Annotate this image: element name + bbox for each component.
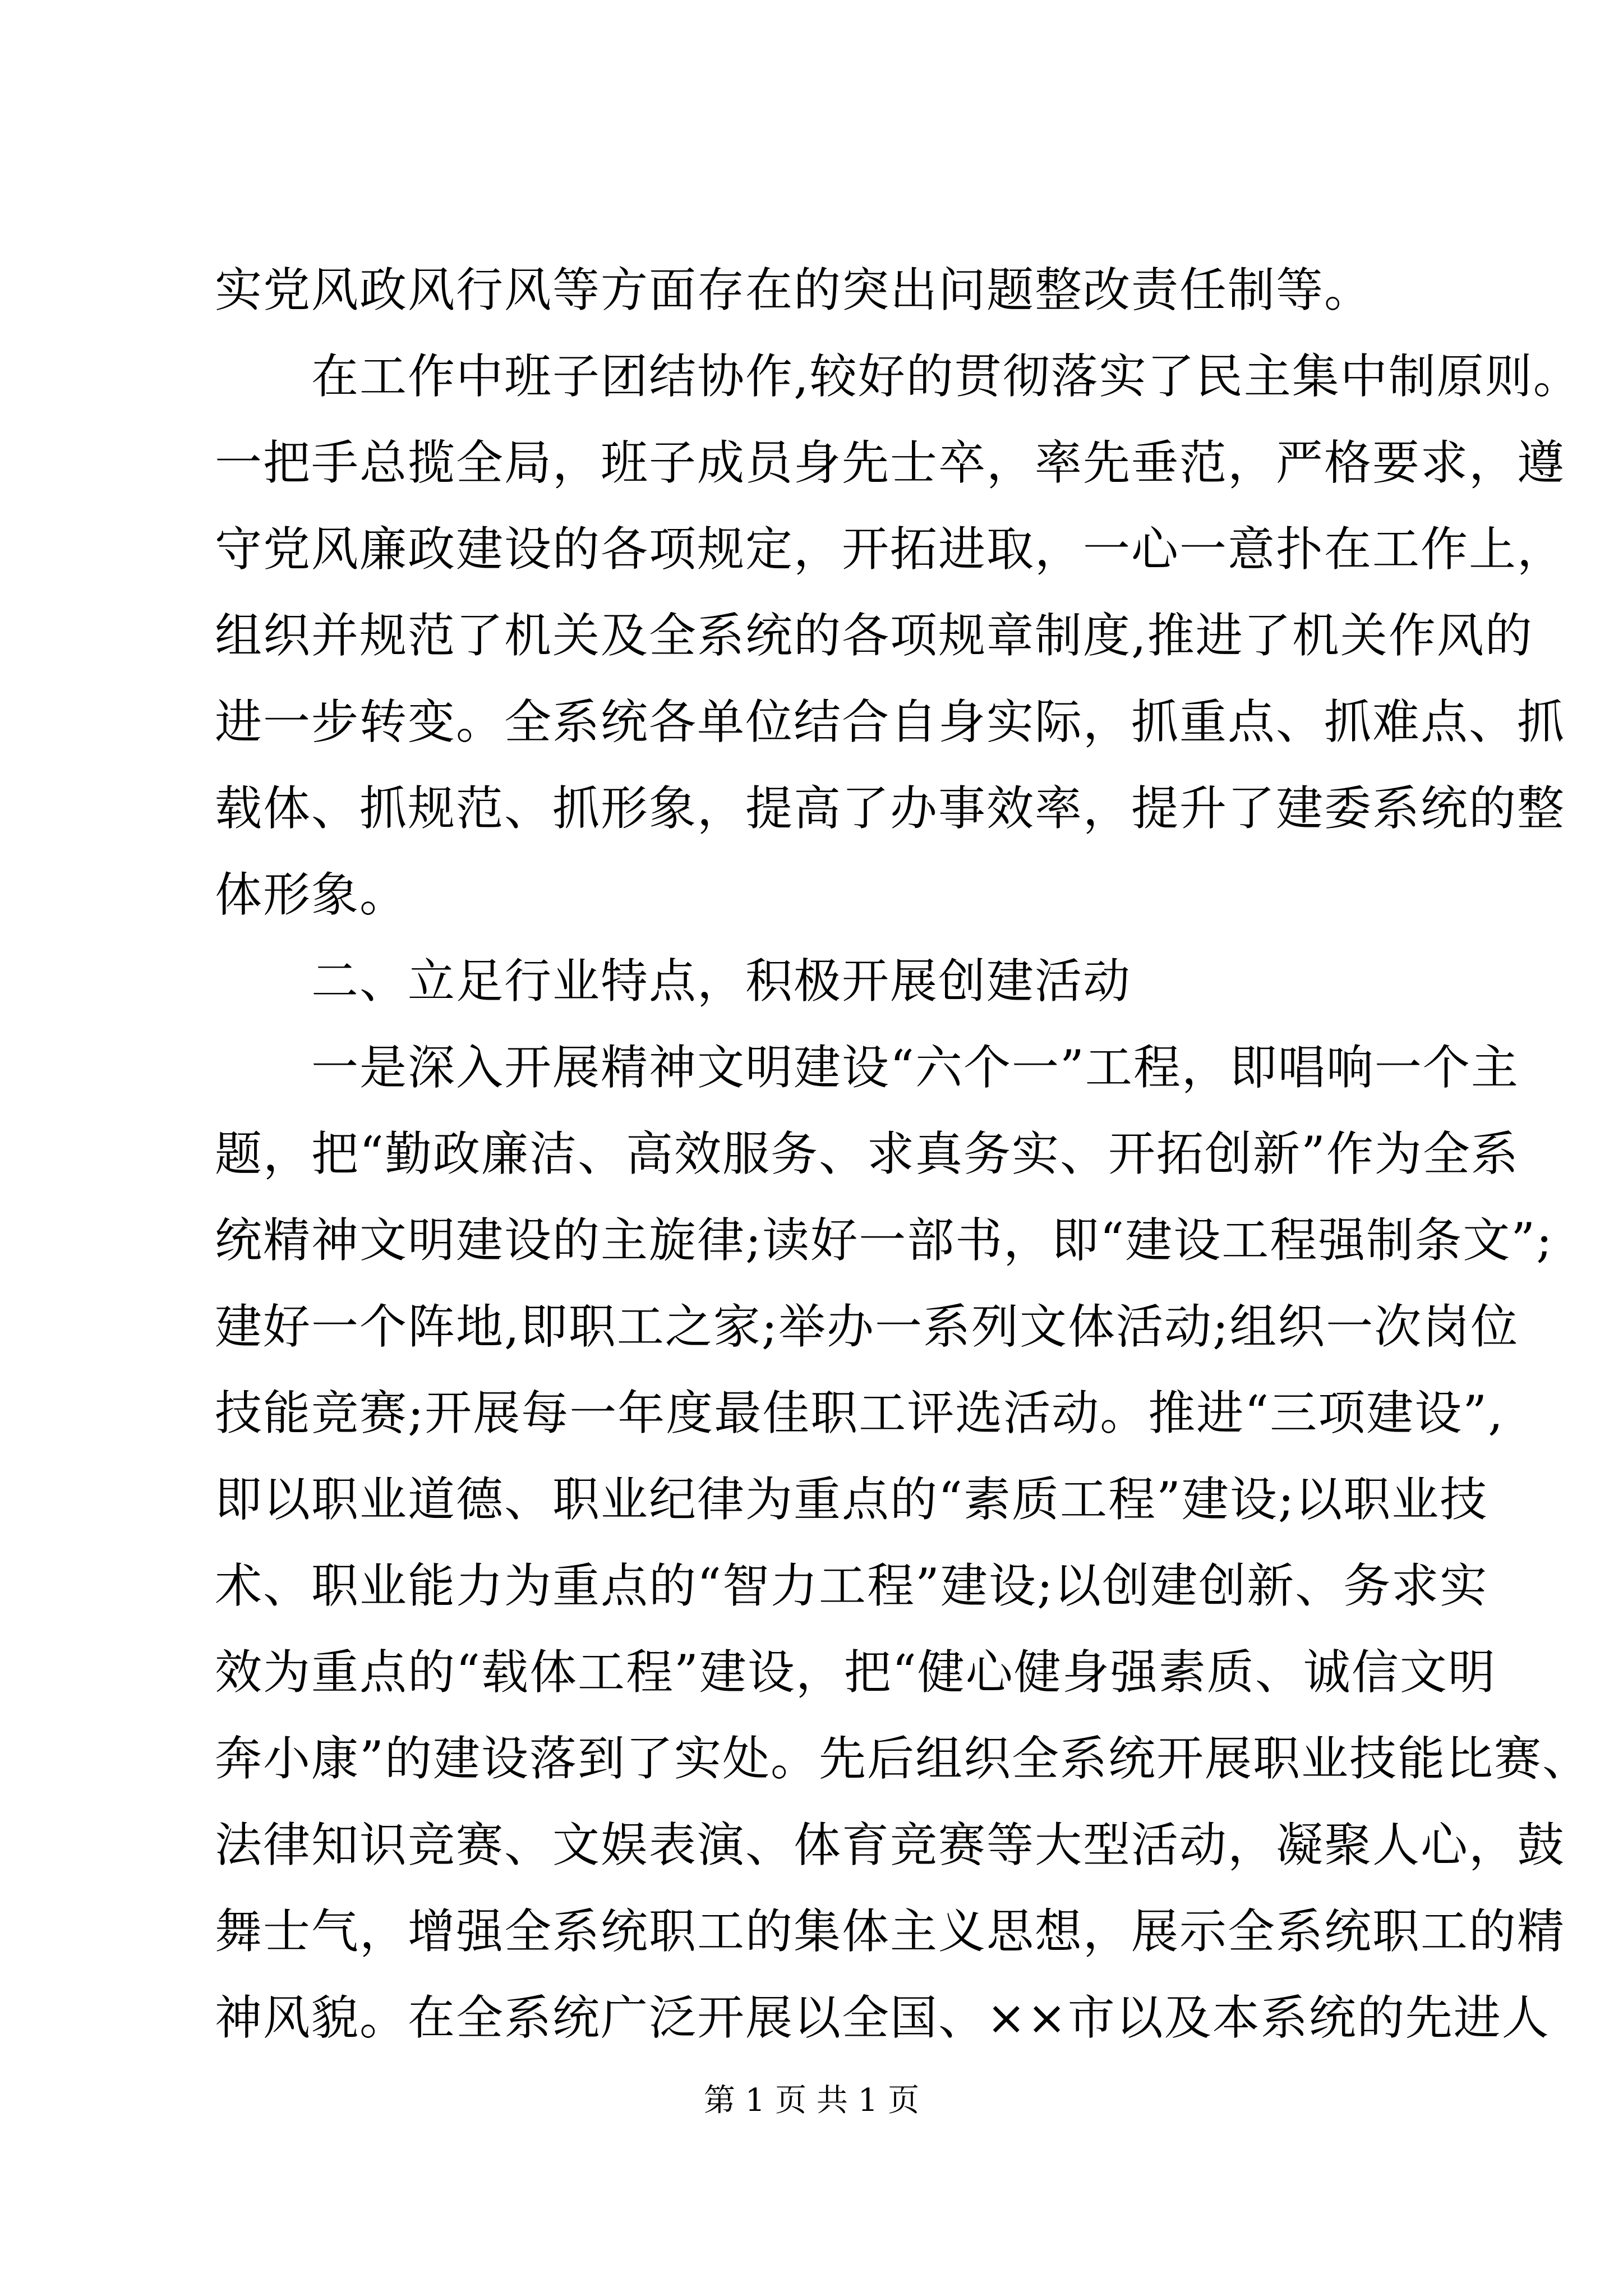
text-line: 守党风廉政建设的各项规定，开拓进取，一心一意扑在工作上， xyxy=(215,522,1566,577)
text-line: 一把手总揽全局，班子成员身先士卒，率先垂范，严格要求，遵 xyxy=(215,435,1566,490)
text-line: 统精神文明建设的主旋律;读好一部书，即“建设工程强制条文”; xyxy=(215,1213,1553,1268)
text-line: 舞士气，增强全系统职工的集体主义思想，展示全系统职工的精 xyxy=(215,1904,1566,1959)
text-line: 神风貌。在全系统广泛开展以全国、××市以及本系统的先进人 xyxy=(215,1990,1550,2045)
text-line: 进一步转变。全系统各单位结合自身实际，抓重点、抓难点、抓 xyxy=(215,694,1566,749)
text-line: 实党风政风行风等方面存在的突出问题整改责任制等。 xyxy=(215,263,1373,318)
text-line: 组织并规范了机关及全系统的各项规章制度,推进了机关作风的 xyxy=(215,608,1533,663)
document-body xyxy=(215,247,1590,2061)
text-line: 术、职业能力为重点的“智力工程”建设;以创建创新、务求实 xyxy=(215,1558,1488,1613)
text-line: 即以职业道德、职业纪律为重点的“素质工程”建设;以职业技 xyxy=(215,1472,1488,1527)
text-line: 体形象。 xyxy=(215,867,408,922)
page-footer: 第 1 页 共 1 页 xyxy=(703,2082,920,2119)
section-heading: 二、立足行业特点，积极开展创建活动 xyxy=(215,954,1132,1009)
text-line: 技能竞赛;开展每一年度最佳职工评选活动。推进“三项建设”, xyxy=(215,1386,1504,1441)
text-line: 法律知识竞赛、文娱表演、体育竞赛等大型活动，凝聚人心，鼓 xyxy=(215,1818,1566,1872)
text-line: 建好一个阵地,即职工之家;举办一系列文体活动;组织一次岗位 xyxy=(215,1299,1519,1354)
text-line: 载体、抓规范、抓形象，提高了办事效率，提升了建委系统的整 xyxy=(215,781,1566,836)
text-line: 效为重点的“载体工程”建设，把“健心健身强素质、诚信文明 xyxy=(215,1645,1496,1700)
text-line: 一是深入开展精神文明建设“六个一”工程，即唱响一个主 xyxy=(215,1040,1519,1095)
text-line: 题，把“勤政廉洁、高效服务、求真务实、开拓创新”作为全系 xyxy=(215,1126,1519,1181)
text-line: 奔小康”的建设落到了实处。先后组织全系统开展职业技能比赛、 xyxy=(215,1731,1590,1786)
text-line: 在工作中班子团结协作,较好的贯彻落实了民主集中制原则。 xyxy=(215,349,1581,404)
